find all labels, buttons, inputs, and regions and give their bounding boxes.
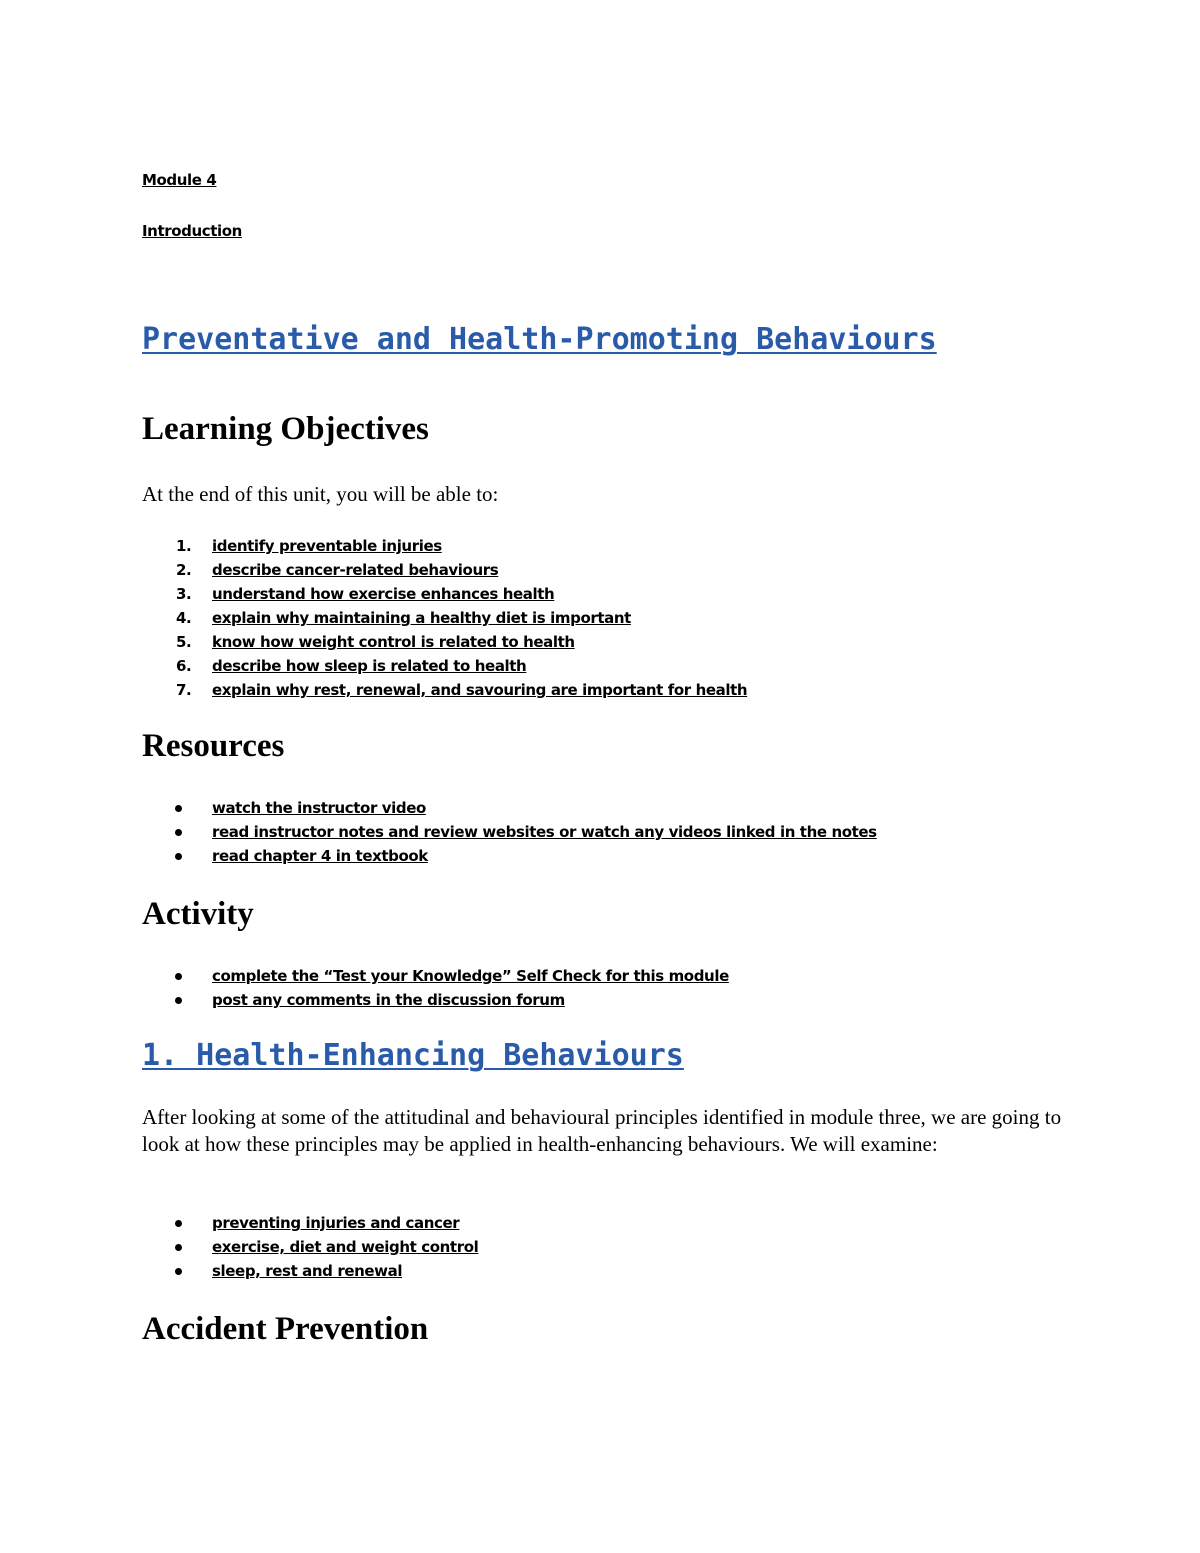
objective-link[interactable]: explain why maintaining a healthy diet is important	[212, 609, 631, 627]
resources-heading: Resources	[142, 728, 285, 764]
accident-prevention-heading: Accident Prevention	[142, 1311, 429, 1347]
bullet-icon	[175, 1268, 182, 1275]
objective-link[interactable]: describe how sleep is related to health	[212, 657, 527, 675]
resource-link[interactable]: watch the instructor video	[212, 799, 426, 817]
list-number: 2.	[176, 561, 192, 579]
bullet-icon	[175, 853, 182, 860]
activity-heading: Activity	[142, 896, 254, 932]
objective-link[interactable]: explain why rest, renewal, and savouring are important for health	[212, 681, 748, 699]
page-title-link[interactable]: Preventative and Health-Promoting Behaviours	[142, 322, 937, 357]
activity-link[interactable]: post any comments in the discussion forum	[212, 991, 565, 1009]
resource-link[interactable]: read chapter 4 in textbook	[212, 847, 428, 865]
bullet-icon	[175, 829, 182, 836]
list-number: 7.	[176, 681, 192, 699]
bullet-icon	[175, 1244, 182, 1251]
list-number: 5.	[176, 633, 192, 651]
objective-link[interactable]: describe cancer-related behaviours	[212, 561, 499, 579]
objective-link[interactable]: identify preventable injuries	[212, 537, 442, 555]
bullet-icon	[175, 805, 182, 812]
introduction-label: Introduction	[142, 222, 242, 240]
list-number: 6.	[176, 657, 192, 675]
learning-objectives-heading: Learning Objectives	[142, 411, 429, 447]
list-number: 1.	[176, 537, 192, 555]
bullet-icon	[175, 1220, 182, 1227]
activity-link[interactable]: complete the “Test your Knowledge” Self Check for this module	[212, 967, 729, 985]
bullet-icon	[175, 973, 182, 980]
module-label: Module 4	[142, 171, 217, 189]
resource-link[interactable]: read instructor notes and review websites or watch any videos linked in the notes	[212, 823, 877, 841]
topic-link[interactable]: preventing injuries and cancer	[212, 1214, 460, 1232]
list-number: 4.	[176, 609, 192, 627]
section-1-title-link[interactable]: 1. Health-Enhancing Behaviours	[142, 1038, 684, 1073]
objective-link[interactable]: understand how exercise enhances health	[212, 585, 555, 603]
topic-link[interactable]: exercise, diet and weight control	[212, 1238, 479, 1256]
section-1-paragraph: After looking at some of the attitudinal and behavioural principles identified in module three, we are going to look at how these principles may be applied in health-enhancing behaviours. We will examine:	[142, 1105, 1062, 1156]
list-number: 3.	[176, 585, 192, 603]
topic-link[interactable]: sleep, rest and renewal	[212, 1262, 403, 1280]
objective-link[interactable]: know how weight control is related to health	[212, 633, 575, 651]
bullet-icon	[175, 997, 182, 1004]
objectives-intro-text: At the end of this unit, you will be able to:	[142, 482, 499, 506]
